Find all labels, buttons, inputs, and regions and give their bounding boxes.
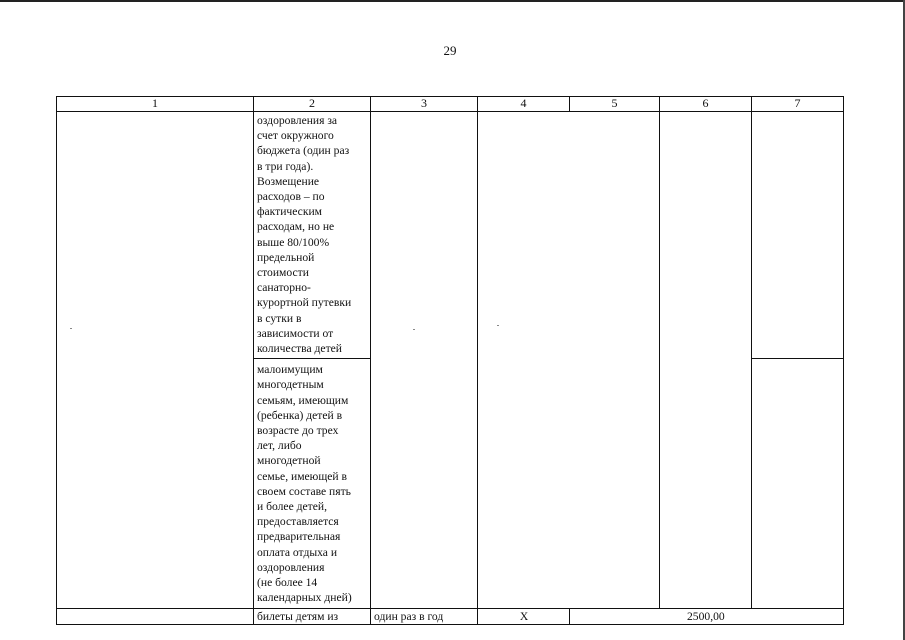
cell-col7-row1 (752, 112, 844, 359)
cell-col4-row3-text: Х (519, 609, 529, 623)
scan-edge-top (0, 0, 905, 2)
column-header-2: 2 (254, 97, 371, 112)
cell-col7-row2 (752, 359, 844, 608)
cell-col2-row2-text: малоимущим многодетным семьям, имеющим (ребенка) детей в возрасте до трех лет, либо многодетной семье, имеющей в своем составе пять и более детей, предоставляется предварительная оплата отдыха и оздоровления (не более 14 календарных дней) (257, 363, 352, 605)
cell-col2-row3-text: билеты детям из (257, 609, 339, 623)
scan-speck (70, 328, 72, 329)
cell-col1-merged (57, 112, 254, 609)
document-table (56, 96, 844, 625)
cell-col4-5-merged (478, 112, 660, 609)
column-header-3: 3 (371, 97, 478, 112)
cell-col6-merged (660, 112, 752, 609)
cell-col2-row1-text: оздоровления за счет окружного бюджета (один раз в три года). Возмещение расходов – по фактическим расходам, но не выше 80/100% предельной стоимости санаторно- курортной путевки в сутки в зависимости от количества детей (257, 114, 352, 356)
column-header-5: 5 (570, 97, 660, 112)
cell-col5-7-row3 (570, 608, 844, 624)
scan-speck (413, 329, 415, 330)
table-row (57, 112, 844, 359)
cell-col3-merged (371, 112, 478, 609)
column-header-6: 6 (660, 97, 752, 112)
cell-amount-text: 2500,00 (687, 609, 725, 623)
cell-col2-row3 (254, 608, 371, 624)
cell-col2-row1 (254, 112, 371, 359)
table-header-row (57, 97, 844, 112)
cell-col4-row3 (478, 608, 570, 624)
cell-col1-row3 (57, 608, 254, 624)
cell-col3-row3-text: один раз в год (374, 609, 444, 623)
table-row (57, 608, 844, 624)
scan-speck (497, 325, 499, 326)
column-header-7: 7 (752, 97, 844, 112)
page-number: 29 (443, 43, 457, 58)
cell-col3-row3 (371, 608, 478, 624)
column-header-4: 4 (478, 97, 570, 112)
cell-col2-row2 (254, 359, 371, 608)
column-header-1: 1 (57, 97, 254, 112)
